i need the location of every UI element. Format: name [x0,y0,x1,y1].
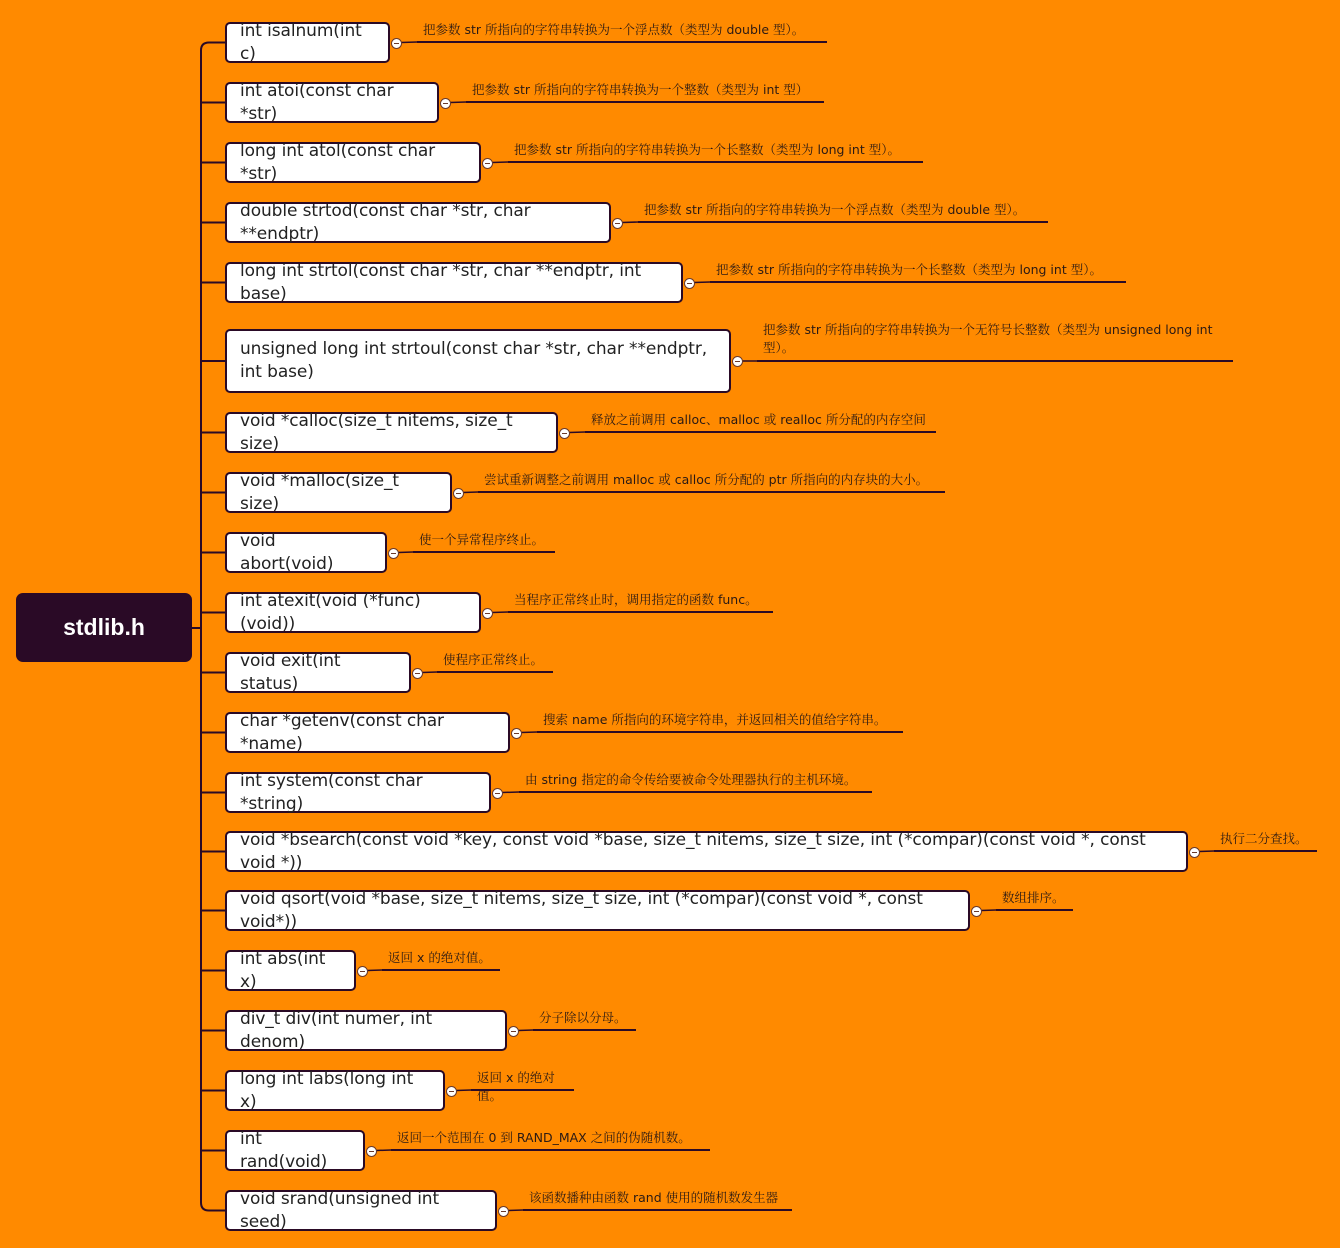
description-connector [622,222,638,223]
function-signature: void *bsearch(const void *key, const void *base, size_t nitems, size_t size, int (*compar)(const void *, const void *)) [240,829,1146,873]
function-signature: int isalnum(int c) [240,20,362,64]
function-signature: int atexit(void (*func)(void)) [240,590,421,634]
collapse-toggle-icon[interactable] [971,906,982,917]
function-node[interactable] [225,712,510,753]
function-signature: void abort(void) [240,530,334,574]
collapse-toggle-icon[interactable] [612,218,623,229]
function-description: 使一个异常程序终止。 [419,532,545,547]
function-description: 当程序正常终止时，调用指定的函数 func。 [514,592,758,607]
function-signature: long int atol(const char *str) [240,140,436,184]
description-connector [367,970,382,971]
description-connector [492,612,508,613]
description-connector [401,42,417,43]
function-description: 搜索 name 所指向的环境字符串，并返回相关的值给字符串。 [543,712,887,727]
function-signature: unsigned long int strtoul(const char *str, char **endptr, int base) [240,339,708,382]
function-node[interactable] [225,82,439,123]
function-node[interactable] [225,950,356,991]
collapse-toggle-icon[interactable] [559,428,570,439]
root-node[interactable] [16,593,192,662]
function-node[interactable] [225,592,481,633]
collapse-toggle-icon[interactable] [482,158,493,169]
function-description: 把参数 str 所指向的字符串转换为一个浮点数（类型为 double 型）。 [423,22,805,37]
description-connector [981,910,996,911]
collapse-toggle-icon[interactable] [357,966,368,977]
function-description: 把参数 str 所指向的字符串转换为一个无符号长整数（类型为 unsigned long int 型）。 [763,322,1213,355]
description-connector [422,672,437,673]
root-label: stdlib.h [63,614,145,640]
function-description: 返回 x 的绝对值。 [477,1070,555,1103]
function-signature: long int labs(long int x) [240,1068,414,1112]
collapse-toggle-icon[interactable] [498,1206,509,1217]
branch-connector [201,1203,225,1211]
collapse-toggle-icon[interactable] [446,1086,457,1097]
function-description: 释放之前调用 calloc、malloc 或 realloc 所分配的内存空间 [591,412,926,427]
function-signature: void *malloc(size_t size) [240,470,399,514]
function-signature: void exit(int status) [240,650,341,694]
function-node[interactable] [225,472,452,513]
description-connector [492,162,508,163]
description-connector [694,282,710,283]
function-description: 执行二分查找。 [1220,831,1308,846]
function-signature: void *calloc(size_t nitems, size_t size) [240,410,513,454]
collapse-toggle-icon[interactable] [366,1146,377,1157]
collapse-toggle-icon[interactable] [391,38,402,49]
function-signature: double strtod(const char *str, char **endptr) [240,200,531,244]
description-connector [502,792,519,793]
function-node[interactable] [225,652,411,693]
function-node[interactable] [225,890,970,931]
function-description: 由 string 指定的命令传给要被命令处理器执行的主机环境。 [525,772,857,787]
function-node[interactable] [225,831,1188,872]
function-node[interactable] [225,202,611,243]
function-node[interactable] [225,532,387,573]
function-node[interactable] [225,1190,497,1231]
description-connector [376,1150,391,1151]
function-signature: int system(const char *string) [240,770,423,814]
function-description: 数组排序。 [1002,890,1065,905]
function-signature: long int strtol(const char *str, char **endptr, int base) [240,260,642,304]
function-description: 分子除以分母。 [539,1010,627,1025]
function-description: 把参数 str 所指向的字符串转换为一个长整数（类型为 long int 型）。 [716,262,1102,277]
function-node[interactable] [225,1070,445,1111]
function-description: 返回 x 的绝对值。 [388,950,491,965]
description-connector [398,552,413,553]
branch-connector [201,43,225,51]
description-connector [518,1030,533,1031]
function-signature: div_t div(int numer, int denom) [240,1008,433,1052]
collapse-toggle-icon[interactable] [412,668,423,679]
function-description: 使程序正常终止。 [443,652,544,667]
collapse-toggle-icon[interactable] [492,788,503,799]
function-description: 该函数播种由函数 rand 使用的随机数发生器 [529,1190,779,1205]
function-node[interactable] [225,412,558,453]
function-signature: char *getenv(const char *name) [240,710,444,754]
collapse-toggle-icon[interactable] [508,1026,519,1037]
function-node[interactable] [225,142,481,183]
description-connector [450,102,466,103]
function-description: 把参数 str 所指向的字符串转换为一个浮点数（类型为 double 型）。 [644,202,1026,217]
description-connector [463,492,478,493]
description-connector [456,1090,471,1091]
collapse-toggle-icon[interactable] [732,356,743,367]
function-description: 尝试重新调整之前调用 malloc 或 calloc 所分配的 ptr 所指向的内存块的大小。 [484,472,929,487]
function-signature: int abs(int x) [240,948,326,992]
description-connector [569,432,585,433]
function-signature: void qsort(void *base, size_t nitems, size_t size, int (*compar)(const void *, const void*)) [240,888,923,932]
collapse-toggle-icon[interactable] [453,488,464,499]
collapse-toggle-icon[interactable] [388,548,399,559]
collapse-toggle-icon[interactable] [684,278,695,289]
function-node[interactable] [225,1010,507,1051]
function-node[interactable] [225,262,683,303]
function-node[interactable] [225,22,390,63]
function-description: 把参数 str 所指向的字符串转换为一个长整数（类型为 long int 型）。 [514,142,900,157]
collapse-toggle-icon[interactable] [440,98,451,109]
collapse-toggle-icon[interactable] [482,608,493,619]
function-node[interactable] [225,329,731,393]
collapse-toggle-icon[interactable] [511,728,522,739]
collapse-toggle-icon[interactable] [1189,847,1200,858]
function-signature: int atoi(const char *str) [240,80,394,124]
function-signature: int rand(void) [240,1128,328,1172]
description-connector [1199,851,1214,852]
function-description: 返回一个范围在 0 到 RAND_MAX 之间的伪随机数。 [397,1130,691,1145]
function-node[interactable] [225,1130,365,1171]
function-node[interactable] [225,772,491,813]
function-description: 把参数 str 所指向的字符串转换为一个整数（类型为 int 型） [472,82,809,97]
description-connector [521,732,537,733]
description-connector [508,1210,523,1211]
function-signature: void srand(unsigned int seed) [240,1188,440,1232]
